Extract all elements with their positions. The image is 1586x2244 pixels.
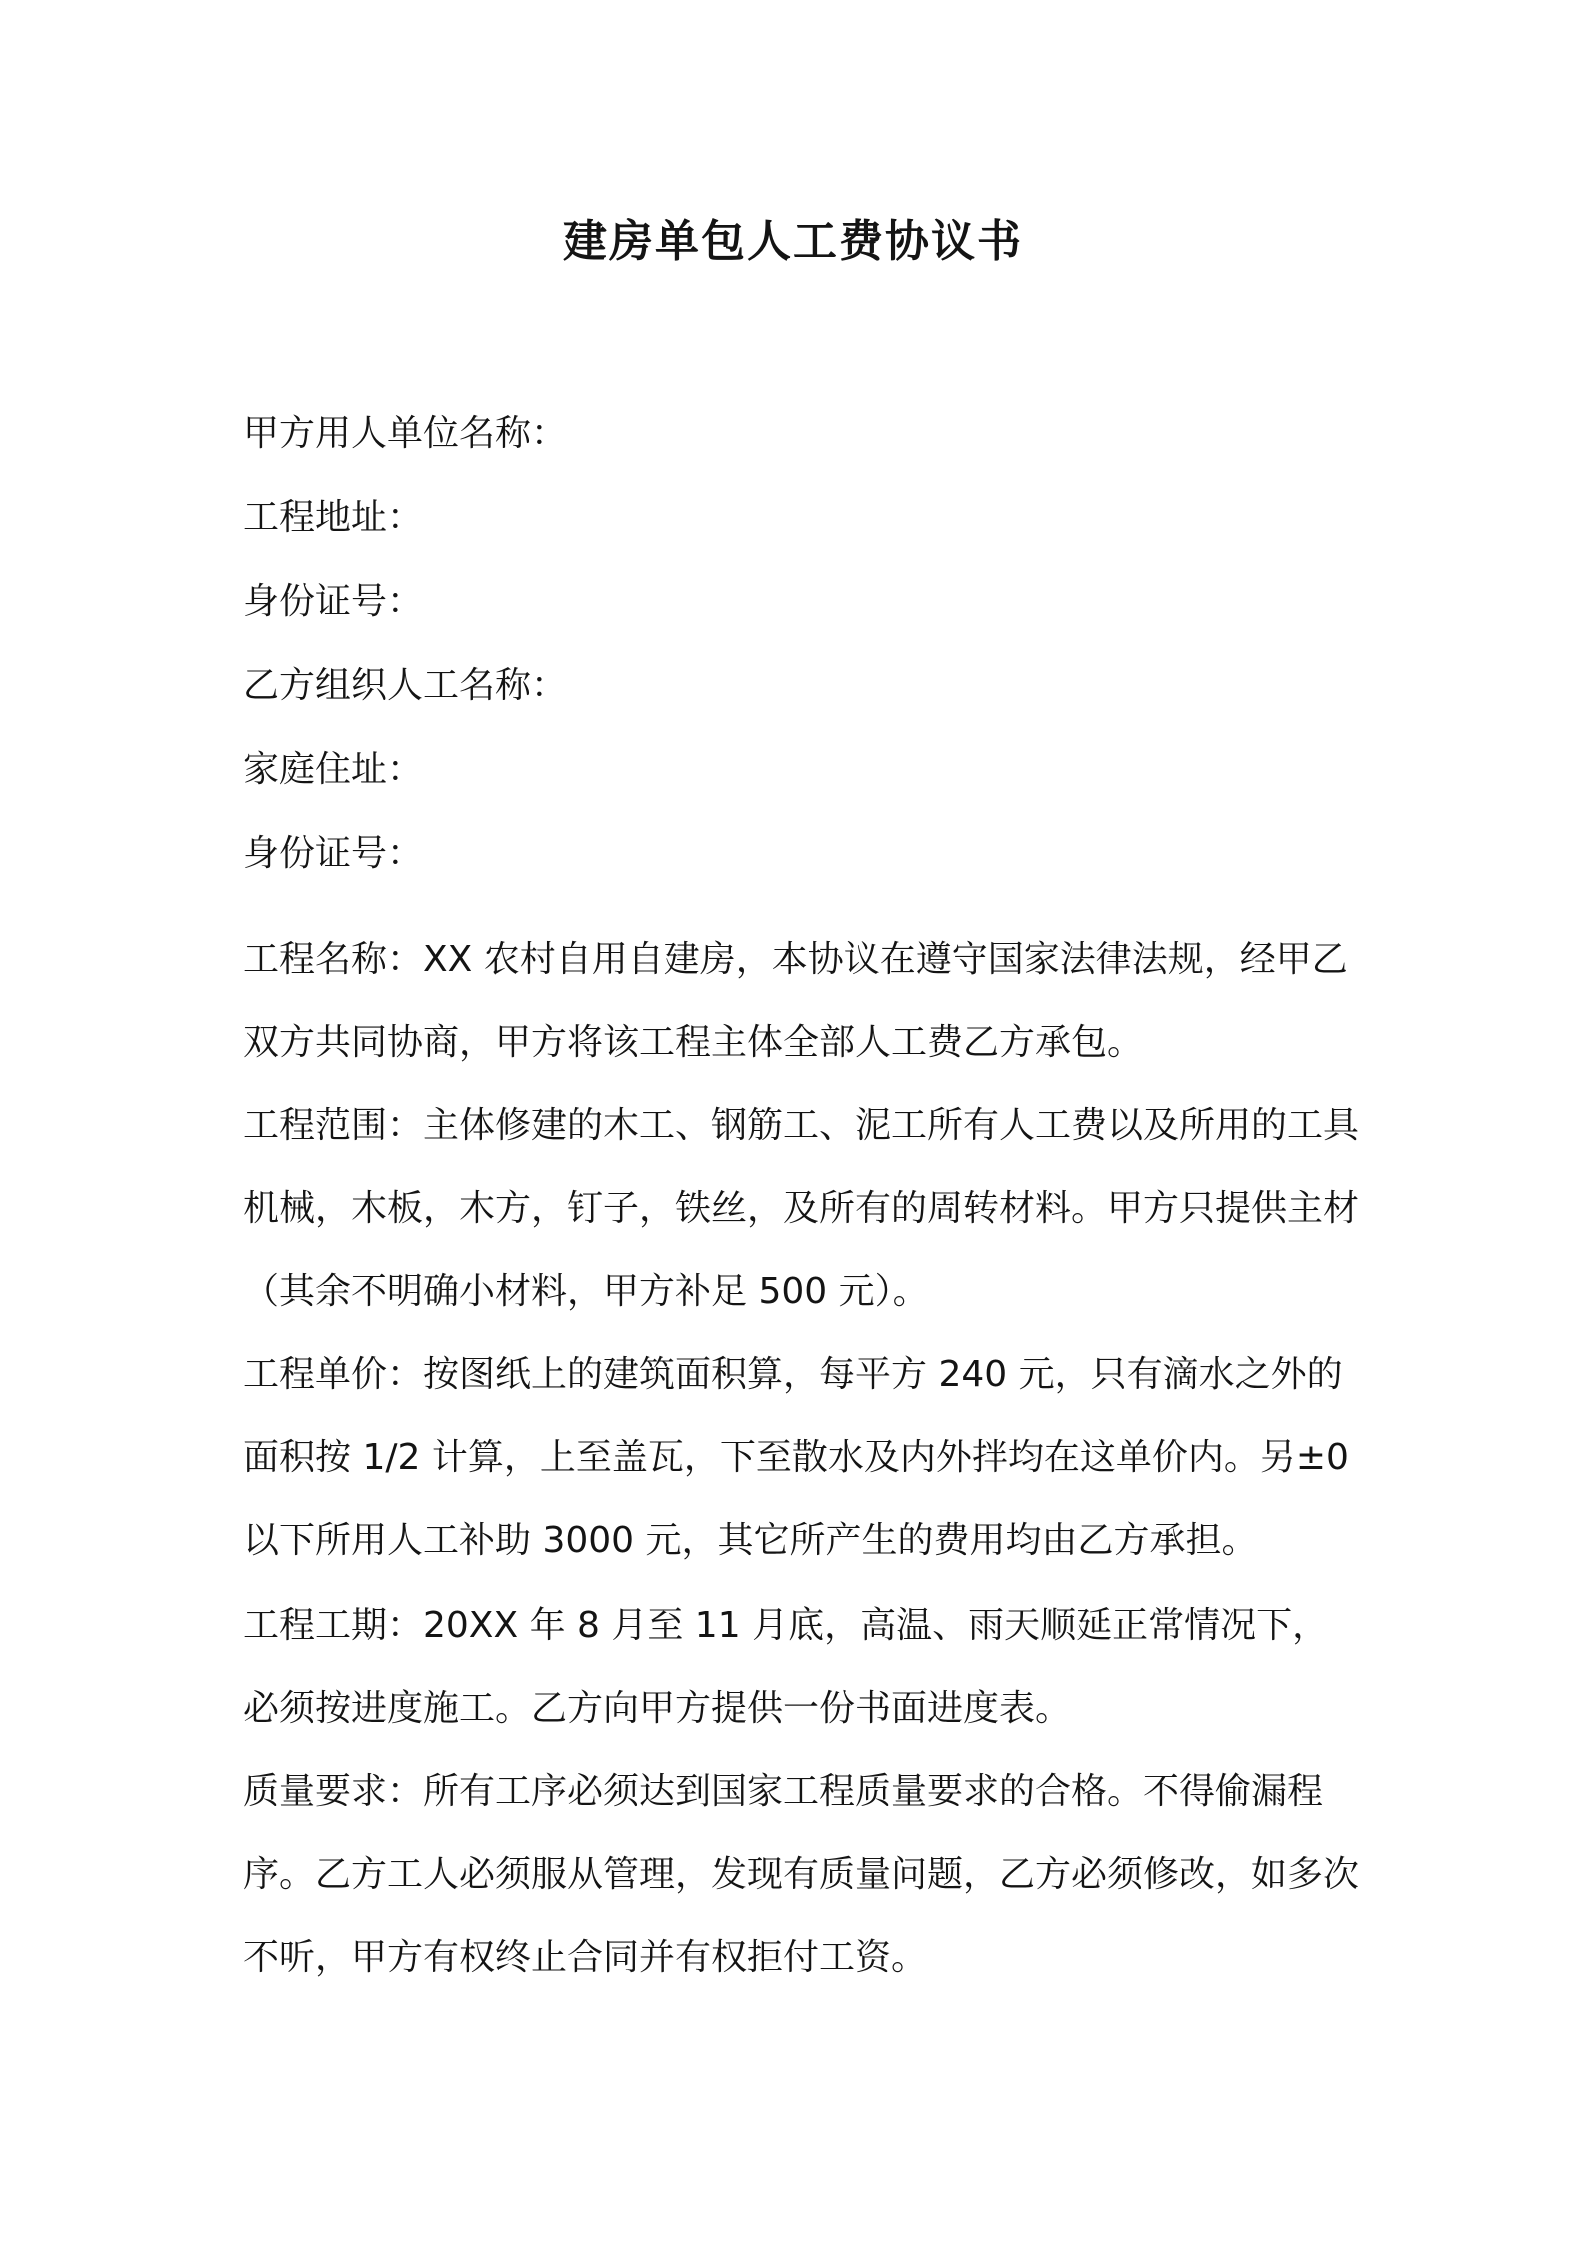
- paragraph-schedule: 工程工期：20XX 年 8 月至 11 月底，高温、雨天顺延正常情况下，必须按进度施工。乙方向甲方提供一份书面进度表。: [243, 1605, 1329, 1729]
- field-employer-name: 甲方用人单位名称：: [243, 413, 568, 454]
- paragraph-project-name: 工程名称：XX 农村自用自建房，本协议在遵守国家法律法规，经甲乙双方共同协商，甲方将该工程主体全部人工费乙方承包。: [243, 939, 1348, 1063]
- field-id-number-b: 身份证号：: [243, 833, 424, 874]
- paragraph-quality-requirements: 质量要求：所有工序必须达到国家工程质量要求的合格。不得偷漏程序。乙方工人必须服从管理，发现有质量问题，乙方必须修改，如多次不听，甲方有权终止合同并有权拒付工资。: [243, 1771, 1360, 1978]
- field-labor-organizer-name: 乙方组织人工名称：: [243, 665, 568, 706]
- paragraph-project-scope: 工程范围：主体修建的木工、钢筋工、泥工所有人工费以及所用的工具机械，木板，木方，钉子，铁丝，及所有的周转材料。甲方只提供主材（其余不明确小材料，甲方补足 500 元）。: [243, 1105, 1360, 1312]
- document-title: 建房单包人工费协议书: [563, 216, 1023, 267]
- party-info-fields: [243, 410, 1353, 914]
- field-project-address: 工程地址：: [243, 497, 424, 538]
- field-home-address: 家庭住址：: [243, 749, 424, 790]
- paragraph-unit-price: 工程单价：按图纸上的建筑面积算，每平方 240 元，只有滴水之外的面积按 1/2 计算，上至盖瓦，下至散水及内外拌均在这单价内。另±0 以下所用人工补助 3000 元，其它所产生的费用均由乙方承担。: [243, 1354, 1349, 1561]
- agreement-body: [243, 918, 1361, 1999]
- field-id-number-a: 身份证号：: [243, 581, 424, 622]
